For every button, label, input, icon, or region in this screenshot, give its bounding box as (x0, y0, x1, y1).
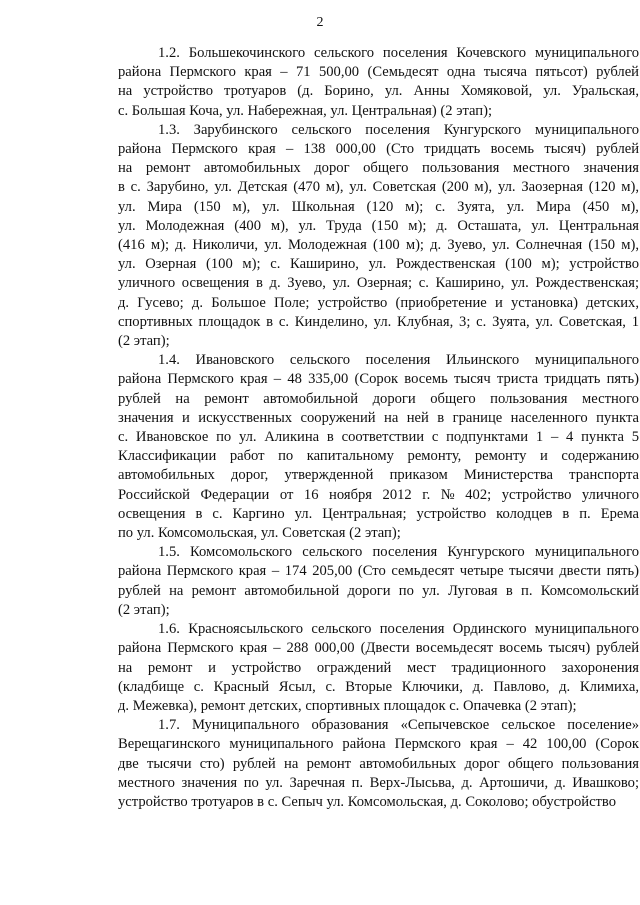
document-body (78, 44, 640, 812)
paragraph-6 (78, 716, 640, 812)
paragraph-5 (78, 620, 640, 716)
text-line: с. Ивановское по ул. Аликина в соответствии с подпунктами 1 – 4 пункта 5 (118, 429, 640, 446)
text-line: 1.5. Комсомольского сельского поселения Кунгурского муниципального (158, 544, 639, 561)
text-line: д. Межевка), ремонт детских, спортивных площадок с. Опачевка (2 этап); (118, 697, 577, 714)
text-line: (2 этап); (118, 601, 170, 618)
paragraph-2 (78, 121, 640, 351)
text-line: устройство тротуаров в с. Сепыч ул. Комсомольская, д. Соколово; обустройство (118, 793, 617, 810)
text-line: на ремонт автомобильных дорог общего пользования местного значения (118, 160, 640, 177)
text-line: (кладбище с. Красный Ясыл, с. Вторые Ключики, д. Павлово, д. Климиха, (118, 678, 640, 695)
text-line: по ул. Комсомольская, ул. Советская (2 этап); (118, 525, 401, 542)
text-line: д. Гусево; д. Большое Поле; устройство (приобретение и установка) детских, (118, 294, 639, 311)
text-line: района Пермского края – 138 000,00 (Сто тридцать восемь тысяч) рублей (118, 141, 640, 158)
paragraph-4 (78, 543, 639, 620)
text-line: района Пермского края – 174 205,00 (Сто семьдесят четыре тысячи двести пять) (118, 563, 639, 580)
text-line: ул. Молодежная (400 м), ул. Труда (150 м); д. Осташата, ул. Центральная (118, 217, 640, 234)
text-line: района Пермского края – 48 335,00 (Сорок восемь тысяч триста тридцать пять) (118, 371, 640, 388)
paragraph-3 (78, 351, 640, 543)
text-line: Классификации работ по капитальному ремонту, ремонту и содержанию (118, 448, 639, 465)
text-line: освещения в с. Каргино ул. Центральная; устройство колодцев в п. Ерема (118, 505, 639, 522)
text-line: 1.3. Зарубинского сельского поселения Кунгурского муниципального (158, 121, 639, 138)
text-line: местного значения по ул. Заречная п. Верх-Лысьва, д. Артошичи, д. Ивашково; (118, 774, 640, 791)
text-line: 1.2. Большекочинского сельского поселения Кочевского муниципального (158, 45, 639, 61)
text-line: две тысячи сто) рублей на ремонт автомобильных дорог общего пользования (118, 755, 639, 772)
text-line: рублей на ремонт автомобильной дороги по ул. Луговая в п. Комсомольский (118, 582, 639, 599)
text-line: Российской Федерации от 16 ноября 2012 г. № 402; устройство уличного (118, 486, 640, 503)
text-line: ул. Мира (150 м), ул. Школьная (120 м); с. Зуята, ул. Мира (450 м), (118, 198, 639, 215)
text-line: на ремонт и устройство ограждений мест традиционного захоронения (118, 659, 640, 676)
text-line: в с. Зарубино, ул. Детская (470 м), ул. Советская (200 м), ул. Заозерная (120 м), (118, 179, 640, 196)
text-line: района Пермского края – 71 500,00 (Семьдесят одна тысяча пятьсот) рублей (118, 64, 639, 81)
text-line: с. Большая Коча, ул. Набережная, ул. Центральная) (2 этап); (118, 102, 493, 119)
text-line: Верещагинского муниципального района Пермского края – 42 100,00 (Сорок (118, 736, 639, 753)
text-line: 1.4. Ивановского сельского поселения Ильинского муниципального (158, 352, 640, 369)
text-line: 1.6. Красноясыльского сельского поселения Ординского муниципального (158, 621, 639, 638)
page-number: 2 (316, 15, 324, 30)
text-line: значения и искусственных сооружений на ней в границе населенного пункта (118, 409, 639, 426)
text-line: на устройство тротуаров (д. Борино, ул. Анны Хомяковой, ул. Уральская, (118, 83, 639, 100)
text-line: района Пермского края – 288 000,00 (Двести восемьдесят восемь тысяч) рублей (118, 640, 640, 657)
text-line: спортивных площадок в с. Кинделино, ул. Клубная, 3; с. Зуята, ул. Советская, 1 (118, 313, 640, 330)
text-line: рублей на ремонт автомобильной дороги общего пользования местного (118, 390, 639, 407)
text-line: автомобильных дорог, утвержденной приказом Министерства транспорта (118, 467, 640, 484)
paragraph-1 (78, 44, 639, 121)
text-line: (416 м); д. Николичи, ул. Молодежная (100 м); д. Зуево, ул. Солнечная (150 м), (118, 237, 639, 254)
text-line: уличного освещения в д. Зуево, ул. Озерная; с. Каширино, ул. Рождественская; (118, 275, 639, 292)
text-line: (2 этап); (118, 333, 170, 350)
text-line: ул. Озерная (100 м); с. Каширино, ул. Рождественская (100 м); устройство (118, 256, 639, 273)
text-line: 1.7. Муниципального образования «Сепычевское сельское поселение» (158, 717, 640, 734)
